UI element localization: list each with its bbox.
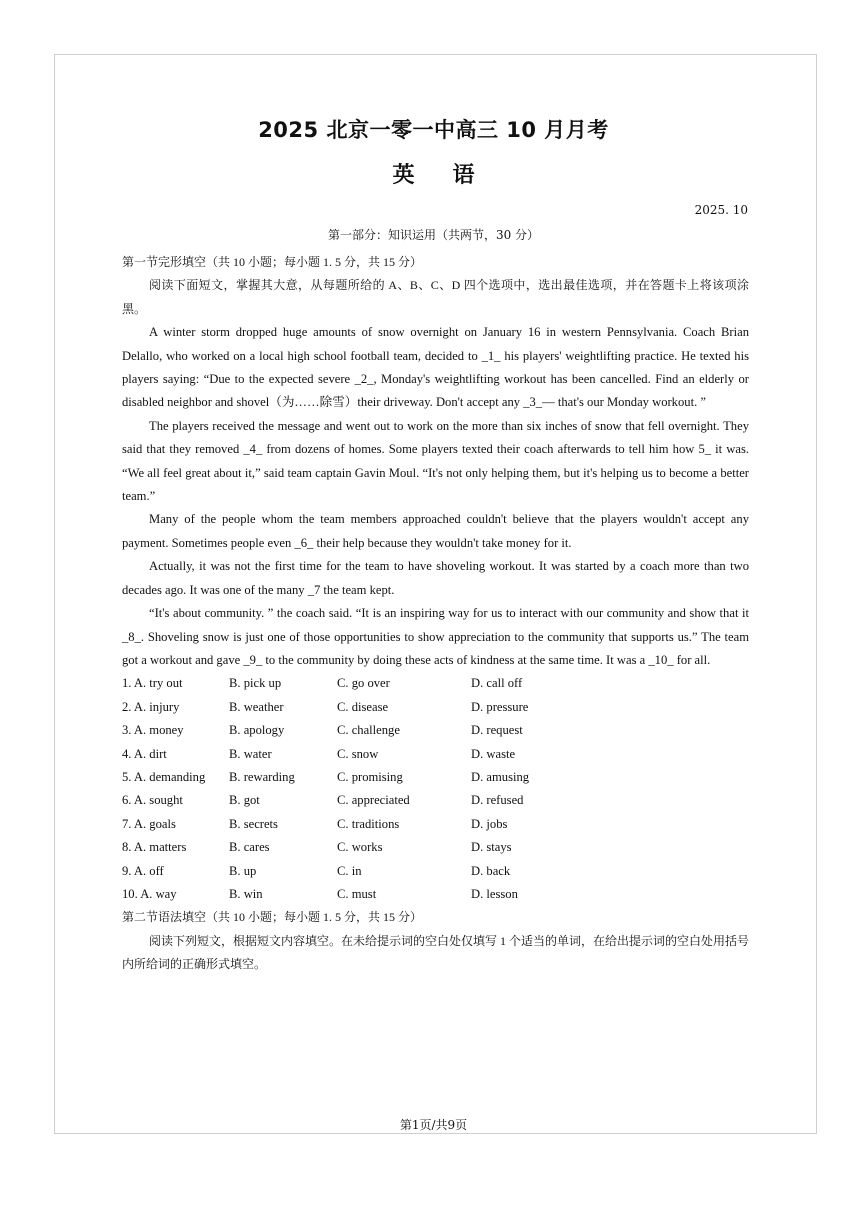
section2-heading: 第二节语法填空（共 10 小题；每小题 1. 5 分，共 15 分） — [122, 910, 423, 925]
option-b: B. apology — [229, 723, 285, 738]
exam-date: 2025. 10 — [694, 203, 748, 217]
option-d: D. pressure — [471, 699, 529, 714]
option-b: B. win — [229, 886, 263, 901]
option-d: D. back — [471, 863, 511, 878]
option-b: B. secrets — [229, 816, 278, 831]
option-d: D. lesson — [471, 886, 518, 901]
option-c: C. works — [337, 840, 383, 855]
option-c: C. appreciated — [337, 793, 410, 808]
option-a: 4. A. dirt — [122, 746, 167, 761]
option-row — [122, 719, 591, 742]
section1-heading: 第一节完形填空（共 10 小题；每小题 1. 5 分，共 15 分） — [122, 255, 423, 269]
cloze-paragraph: The players received the message and went out to work on the more than six inches of snow that fell overnight. They said that they removed _4_ from dozens of homes. Some players texted their coach afterwards to tell him how 5_ it was. “We all feel great about it,” said team captain Gavin Moul. “It's not only helping them, but it's helping us to become a better team.” — [122, 418, 749, 504]
option-a: 9. A. off — [122, 863, 164, 878]
option-a: 2. A. injury — [122, 699, 180, 714]
options-table — [122, 672, 591, 906]
subject-title: 英语 — [392, 163, 513, 188]
page-number: 第1页/共9页 — [399, 1118, 468, 1132]
option-row — [122, 883, 591, 906]
cloze-paragraph: “It's about community. ” the coach said. “It is an inspiring way for us to interact with our community and show that it _8_. Shoveling snow is just one of those opportunities to show appreciation to the community that supports us.” The team got a workout and gave _9_ to the community by doing these acts of kindness at the same time. It was a _10_ for all. — [122, 606, 749, 667]
option-d: D. call off — [471, 676, 523, 691]
option-b: B. rewarding — [229, 769, 295, 784]
option-row — [122, 766, 591, 789]
section2-instruction: 阅读下列短文，根据短文内容填空。在未给提示词的空白处仅填写 1 个适当的单词，在给出提示词的空白处用括号内所给词的正确形式填空。 — [122, 933, 750, 972]
option-c: C. promising — [337, 769, 403, 784]
option-d: D. waste — [471, 746, 516, 761]
option-b: B. cares — [229, 840, 270, 855]
option-d: D. jobs — [471, 816, 508, 831]
option-b: B. water — [229, 746, 272, 761]
option-row — [122, 836, 591, 859]
option-a: 10. A. way — [122, 886, 177, 901]
option-b: B. up — [229, 863, 257, 878]
option-c: C. must — [337, 886, 377, 901]
option-b: B. pick up — [229, 676, 282, 691]
option-a: 3. A. money — [122, 723, 184, 738]
option-a: 1. A. try out — [122, 676, 183, 691]
option-row — [122, 813, 591, 836]
option-c: C. challenge — [337, 723, 400, 738]
option-a: 5. A. demanding — [122, 769, 206, 784]
option-d: D. stays — [471, 840, 512, 855]
cloze-paragraph: Many of the people whom the team members approached couldn't believe that the players wouldn't accept any payment. Sometimes people even _6_ their help because they wouldn't take money for it. — [122, 512, 749, 550]
option-row — [122, 696, 591, 719]
option-a: 7. A. goals — [122, 816, 176, 831]
option-row — [122, 672, 591, 695]
option-d: D. amusing — [471, 769, 530, 784]
option-c: C. in — [337, 863, 362, 878]
option-row — [122, 789, 591, 812]
cloze-paragraph: Actually, it was not the first time for the team to have shoveling workout. It was started by a coach more than two decades ago. It was one of the many _7 the team kept. — [122, 559, 749, 597]
exam-content — [122, 251, 749, 977]
option-c: C. snow — [337, 746, 379, 761]
option-row — [122, 860, 591, 883]
option-d: D. refused — [471, 793, 524, 808]
section1-instruction: 阅读下面短文，掌握其大意，从每题所给的 A、B、C、D 四个选项中，选出最佳选项，并在答题卡上将该项涂黑。 — [122, 278, 749, 316]
option-c: C. disease — [337, 699, 389, 714]
option-b: B. weather — [229, 699, 284, 714]
option-b: B. got — [229, 793, 260, 808]
option-a: 8. A. matters — [122, 840, 187, 855]
part1-heading: 第一部分：知识运用（共两节，30 分） — [327, 228, 540, 242]
option-d: D. request — [471, 723, 523, 738]
option-a: 6. A. sought — [122, 793, 183, 808]
cloze-paragraph: A winter storm dropped huge amounts of snow overnight on January 16 in western Pennsylvania. Coach Brian Delallo, who worked on a local high school football team, decided to _1_ his players' weightlifting practice. He texted his players saying: “Due to the expected severe _2_, Monday's weightlifting workout has been cancelled. Find an elderly or disabled neighbor and shovel（为……除雪）their driveway. Don't accept any _3_— that's our Monday workout. ” — [122, 325, 749, 410]
option-c: C. traditions — [337, 816, 400, 831]
option-row — [122, 743, 591, 766]
option-c: C. go over — [337, 676, 390, 691]
exam-title: 2025 北京一零一中高三 10 月月考 — [258, 118, 609, 142]
